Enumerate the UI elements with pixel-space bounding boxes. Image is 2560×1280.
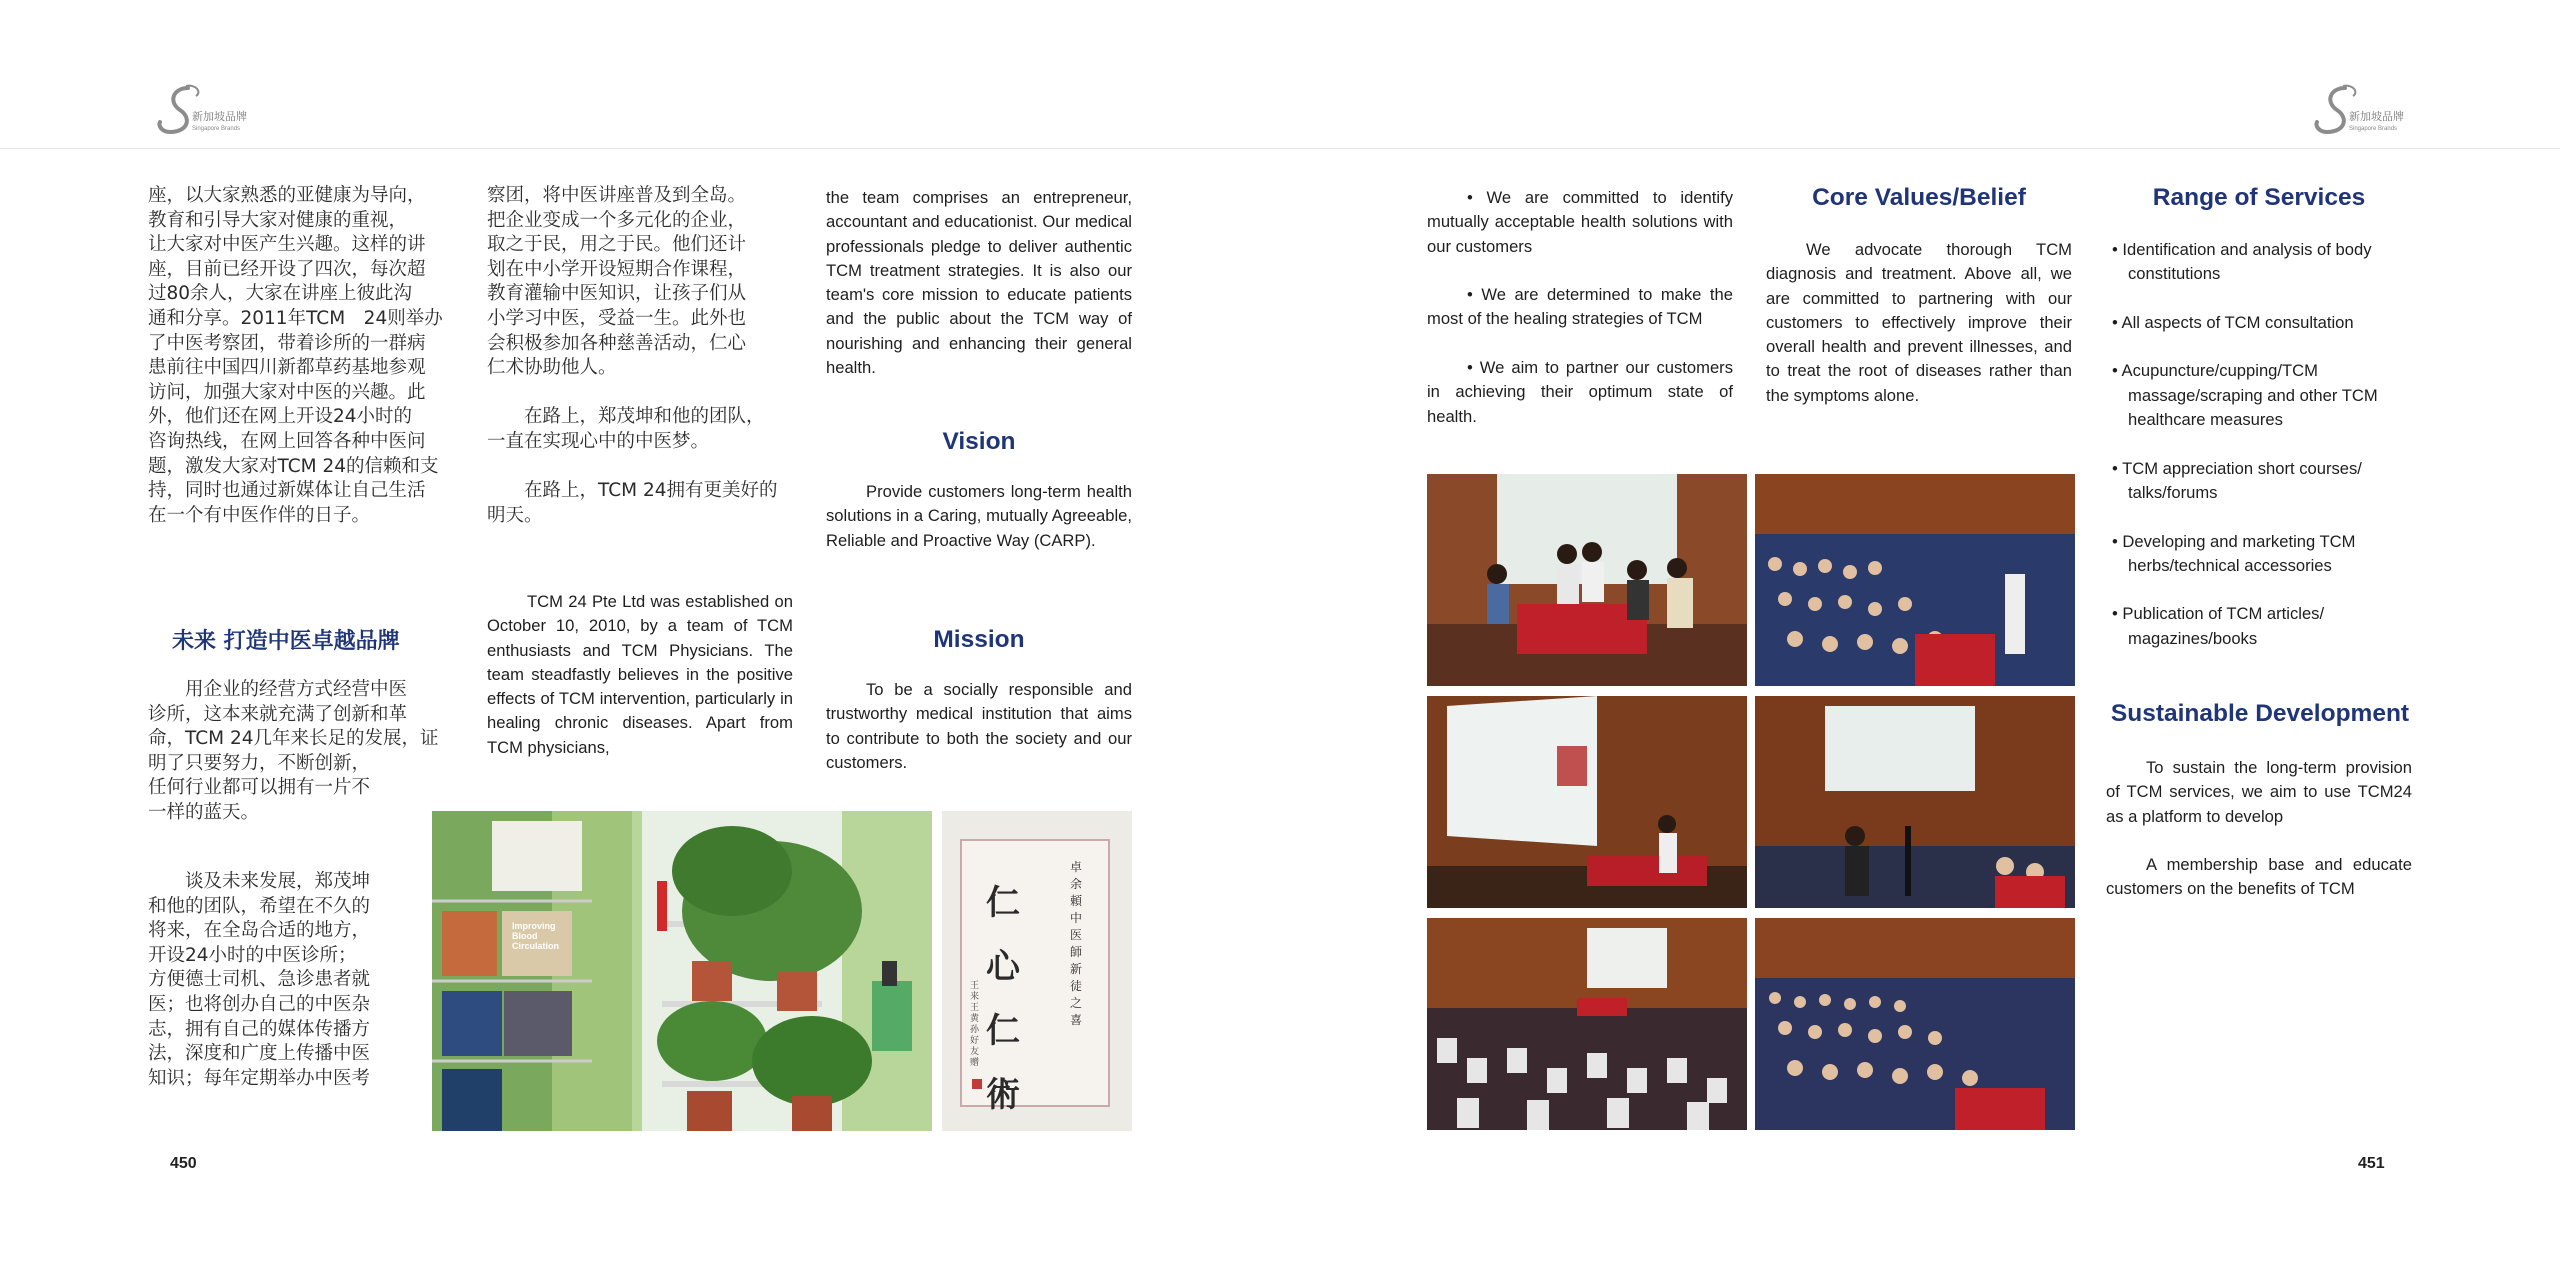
text-line: 在路上，TCM 24拥有更美好的: [524, 480, 778, 502]
services-heading: Range of Services: [2152, 184, 2366, 211]
calligraphy-sign-text: 王来王 黄孙好友赠: [970, 981, 980, 1068]
text-line: 了中医考察团，带着诊所的一群病: [148, 332, 426, 354]
col1-top-lines: [148, 184, 456, 528]
header-rule: [0, 148, 2560, 149]
left-col1-top-text: [148, 184, 456, 528]
text-line: 仁术协助他人。: [487, 357, 617, 379]
col2-zh-para1: [487, 184, 795, 381]
clinic-plants-photo: [432, 811, 932, 1131]
text-line: 过80余人，大家在讲座上彼此沟: [148, 283, 413, 305]
sustainable-block: [2106, 756, 2412, 926]
text-line: 明天。: [487, 504, 543, 526]
calligraphy-photo: [942, 811, 1132, 1131]
event-photo-2: [1755, 474, 2075, 686]
text-line: 一样的蓝天。: [148, 801, 260, 823]
text-line: 通和分享。2011年TCM 24则举办: [148, 307, 443, 329]
text-line: 会积极参加各种慈善活动，仁心: [487, 332, 747, 354]
left-col3-en-text: [826, 186, 1132, 405]
commitments-block: [1427, 186, 1733, 453]
core-values-text: We advocate thorough TCM diagnosis and treatment. Above all, we are committed to partnering with our customers to effectively improve their overall health and prevent illnesses, and to treat the root of diseases rather than the symptoms alone.: [1766, 240, 2072, 405]
vision-heading: Vision: [942, 428, 1016, 455]
text-line: 命，TCM 24几年来长足的发展，证: [148, 728, 439, 750]
future-section-heading: 未来 打造中医卓越品牌: [172, 629, 400, 654]
core-values-block: [1766, 238, 2072, 432]
text-line: 任何行业都可以拥有一片不: [148, 777, 371, 799]
text-line: 医；也将创办自己的中医杂: [148, 993, 371, 1015]
text-line: 和他的团队，希望在不久的: [148, 895, 371, 917]
text-line: 一直在实现心中的中医梦。: [487, 430, 710, 452]
text-line: 用企业的经营方式经营中医: [185, 679, 408, 700]
text-line: 让大家对中医产生兴趣。这样的讲: [148, 234, 426, 256]
text-line: 患前往中国四川新都草药基地参观: [148, 357, 426, 379]
text-line: 在路上，郑茂坤和他的团队，: [524, 406, 765, 428]
text-line: 法，深度和广度上传播中医: [148, 1043, 371, 1065]
brand-logo-left: [148, 80, 258, 140]
mission-text: To be a socially responsible and trustworthy medical institution that aims to contribute to both the society and our customers.: [826, 680, 1132, 772]
text-line: 座，以大家熟悉的亚健康为导向，: [148, 185, 426, 206]
text-line: 把企业变成一个多元化的企业，: [487, 209, 747, 231]
text-line: 访问，加强大家对中医的兴趣。此: [148, 381, 426, 403]
vision-text-block: [826, 480, 1132, 577]
text-line: 座，目前已经开设了四次，每次超: [148, 258, 426, 280]
text-line: 划在中小学开设短期合作课程，: [487, 258, 747, 280]
text-line: 开设24小时的中医诊所；: [148, 944, 357, 966]
brand-logo-icon: [148, 80, 258, 140]
service-item: • All aspects of TCM consultation: [2112, 312, 2354, 332]
text-line: 取之于民，用之于民。他们还计: [487, 234, 747, 256]
event-photo-1: [1427, 474, 1747, 686]
text-line: 教育和引导大家对健康的重视，: [148, 209, 408, 231]
col2-zh-para2: [487, 405, 795, 454]
seal-stamp: [972, 1079, 982, 1089]
sustainable-heading: Sustainable Development: [2110, 700, 2410, 727]
vision-text: Provide customers long-term health solutions in a Caring, mutually Agreeable, Reliable and Proactive Way (CARP).: [826, 482, 1132, 550]
logo-cn-text: 新加坡品牌: [192, 110, 247, 123]
service-item: • TCM appreciation short courses/ talks/forums: [2112, 458, 2362, 502]
left-col1-mid-text: [148, 678, 456, 826]
calligraphy-main-text: 仁心仁術: [986, 883, 1020, 1115]
event-photo-5: [1427, 918, 1747, 1130]
commitment-2: • We are determined to make the most of the healing strategies of TCM: [1427, 285, 1733, 329]
page-number-right: 451: [2358, 1155, 2385, 1172]
sustainable-text-2: A membership base and educate customers on the benefits of TCM: [2106, 855, 2412, 899]
text-line: 志，拥有自己的媒体传播方: [148, 1018, 371, 1040]
col2-zh-para3: [487, 479, 795, 528]
team-paragraph: the team comprises an entrepreneur, accountant and educationist. Our medical professionals pledge to deliver authentic TCM treatment strategies. It is also our team's core mission to educate patients and the public about the TCM way of nourishing and enhancing their general health.: [826, 188, 1132, 378]
text-line: 小学习中医，受益一生。此外也: [487, 307, 747, 329]
text-line: 察团，将中医讲座普及到全岛。: [487, 185, 747, 206]
company-intro-paragraph: TCM 24 Pte Ltd was established on October 10, 2010, by a team of TCM enthusiasts and TCM Physicians. The team steadfastly believes in the positive effects of TCM intervention, particularly in healing chronic diseases. Apart from TCM physicians,: [487, 592, 793, 757]
sustainable-text-1: To sustain the long-term provision of TCM services, we aim to use TCM24 as a platform to develop: [2106, 758, 2412, 826]
col1-mid-lines: [148, 678, 456, 826]
page-number-left: 450: [170, 1155, 197, 1172]
text-line: 谈及未来发展，郑茂坤: [185, 871, 371, 892]
left-col2-zh-text: [487, 184, 795, 528]
event-photo-3: [1427, 696, 1747, 908]
text-line: 将来，在全岛合适的地方，: [148, 920, 371, 942]
logo-cn-text: 新加坡品牌: [2349, 110, 2404, 123]
services-list: [2112, 238, 2412, 675]
core-values-heading: Core Values/Belief: [1812, 184, 2026, 211]
commitment-1: • We are committed to identify mutually acceptable health solutions with our customers: [1427, 188, 1733, 256]
logo-en-text: Singapore Brands: [2349, 126, 2398, 132]
service-item: • Developing and marketing TCM herbs/technical accessories: [2112, 531, 2356, 575]
event-photo-4: [1755, 696, 2075, 908]
service-item: • Identification and analysis of body constitutions: [2112, 240, 2372, 284]
text-line: 方便德士司机、急诊患者就: [148, 969, 371, 991]
text-line: 外，他们还在网上开设24小时的: [148, 406, 413, 428]
col1-bottom-lines: [148, 870, 398, 1091]
event-photo-6: [1755, 918, 2075, 1130]
brand-logo-right: [2305, 80, 2415, 140]
text-line: 持，同时也通过新媒体让自己生活: [148, 480, 426, 502]
text-line: 在一个有中医作伴的日子。: [148, 504, 371, 526]
text-line: 明了只要努力，不断创新，: [148, 752, 371, 774]
calligraphy-side-text: 卓余頼中医師新徒之喜: [1070, 860, 1083, 1027]
service-item: • Publication of TCM articles/ magazines/books: [2112, 604, 2325, 648]
text-line: 诊所，这本来就充满了创新和革: [148, 703, 408, 725]
mission-text-block: [826, 678, 1132, 799]
text-line: 知识；每年定期举办中医考: [148, 1067, 371, 1089]
service-item: • Acupuncture/cupping/TCM massage/scraping and other TCM healthcare measures: [2112, 361, 2378, 430]
mission-heading: Mission: [933, 626, 1025, 653]
left-col1-bottom-text: [148, 870, 398, 1091]
text-line: 教育灌输中医知识，让孩子们从: [487, 283, 747, 305]
logo-en-text: Singapore Brands: [192, 126, 241, 132]
text-line: 咨询热线，在网上回答各种中医问: [148, 430, 426, 452]
book-title-label: Improving Blood Circulation: [512, 921, 560, 951]
text-line: 题，激发大家对TCM 24的信赖和支: [148, 455, 439, 477]
left-col2-en-text: [487, 590, 793, 784]
brand-logo-icon: [2305, 80, 2415, 140]
commitment-3: • We aim to partner our customers in achieving their optimum state of health.: [1427, 358, 1733, 426]
